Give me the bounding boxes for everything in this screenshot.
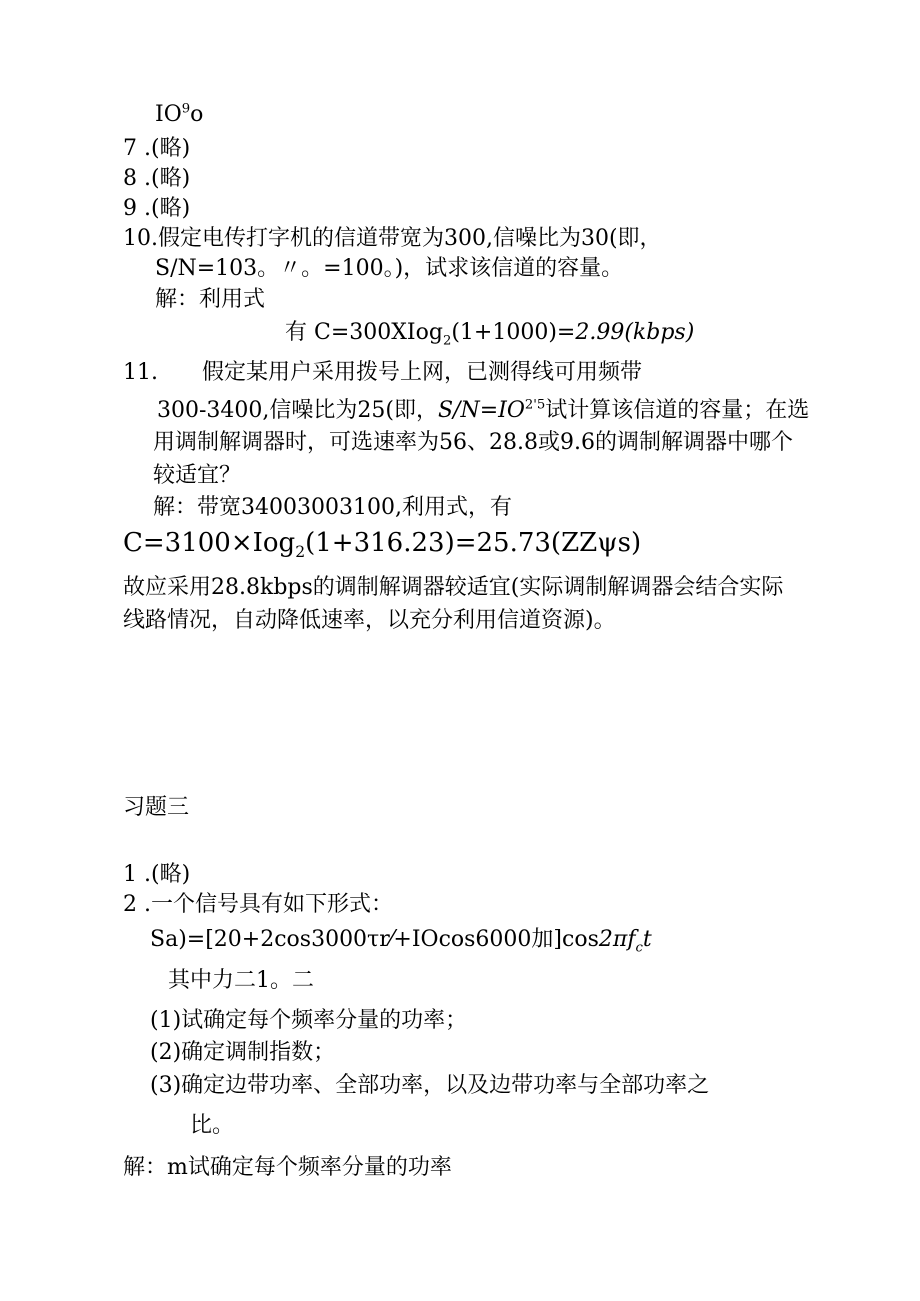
item-10-question: 10.假定电传打字机的信道带宽为300,信噪比为30(即， <box>123 226 662 251</box>
item-11-conclusion: 故应采用28.8kbps的调制解调器较适宜(实际调制解调器会结合实际 <box>123 575 784 600</box>
item-11-solution: 解：带宽34003003100,利用式，有 <box>153 495 512 520</box>
item-10-solution-label: 解：利用式 <box>155 287 266 312</box>
item-2-sub-1: (1)试确定每个频率分量的功率； <box>150 1008 468 1033</box>
text-line-exponent: $IO^9o$ <box>155 101 204 127</box>
item-10-formula: 有 C=300XIog$_2$(1+1000)=2.99(kbps) <box>285 320 695 349</box>
section-heading: 习题三 <box>123 795 190 820</box>
item-2-sub-3: (3)确定边带功率、全部功率，以及边带功率与全部功率之 <box>150 1073 710 1098</box>
item-2-solution: 解：m试确定每个频率分量的功率 <box>123 1155 452 1180</box>
item-2-question: 2 .一个信号具有如下形式： <box>123 892 393 917</box>
item-9: 9 .(略) <box>123 196 191 221</box>
item-11-formula: C=3100×Iog$_2$(1+316.23)=25.73(ZZψs) <box>123 528 642 562</box>
item-2-signal-formula: Sa)=[20+2cos3000τr⁄+IOcos6000加]$\cos 2\pi f_ct$ <box>150 927 652 956</box>
item-2-sub-3-cont: 比。 <box>190 1113 235 1138</box>
item-11-question: 11. 假定某用户采用拨号上网，已测得线可用频带 <box>123 360 642 385</box>
item-2-where: 其中力二1。二 <box>168 968 314 993</box>
item-11-conclusion-cont: 线路情况，自动降低速率，以充分利用信道资源)。 <box>123 608 616 633</box>
item-11-question-cont2: 用调制解调器时，可选速率为56、28.8或9.6的调制解调器中哪个 <box>153 430 793 455</box>
item-2-sub-2: (2)确定调制指数； <box>150 1040 336 1065</box>
item-11-question-cont3: 较适宜？ <box>153 463 242 488</box>
item-11-question-cont: 300-3400,信噪比为25(即，$S/N=IO^{2'5}$试计算该信道的容量；在选 <box>157 397 810 423</box>
item-7: 7 .(略) <box>123 136 191 161</box>
item-10-question-cont: S/N=103。〃。=100。)，试求该信道的容量。 <box>155 256 624 281</box>
item-1: 1 .(略) <box>123 862 191 887</box>
item-8: 8 .(略) <box>123 166 191 191</box>
